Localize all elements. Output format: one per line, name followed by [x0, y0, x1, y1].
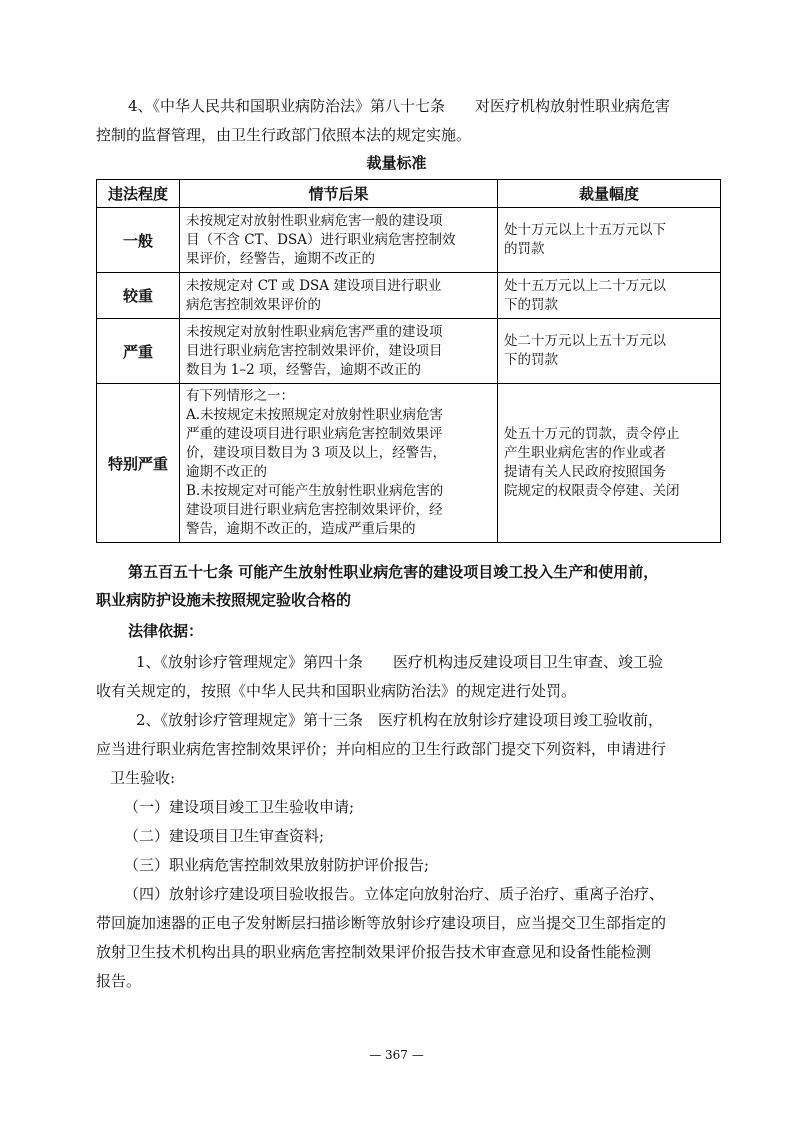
penalty-cell [498, 384, 721, 543]
penalty-cell [498, 208, 721, 273]
intro-line-1: 4、《中华人民共和国职业病防治法》第八十七条 对医疗机构放射性职业病危害 [128, 97, 671, 115]
list-item: （二）建设项目卫生审查资料; [124, 827, 325, 845]
cell-line: 逾期不改正的 [186, 464, 267, 480]
cell-line: 处五十万元的罚款，责令停止 [504, 426, 680, 442]
cell-line: 目进行职业病危害控制效果评价，建设项目 [186, 342, 443, 359]
penalty-cell [498, 319, 721, 384]
cell-line: 下的罚款 [504, 352, 558, 368]
cell-line: 处二十万元以上五十万元以 [504, 333, 666, 349]
consequence-cell [180, 384, 498, 543]
basis-1-line-2: 收有关规定的，按照《中华人民共和国职业病防治法》的规定进行处罚。 [96, 682, 577, 700]
level-cell: 一般 [97, 208, 180, 273]
list-item-continuation: 放射卫生技术机构出具的职业病危害控制效果评价报告技术审查意见和设备性能检测 [96, 943, 652, 961]
penalty-table [96, 179, 721, 543]
table-row [97, 319, 721, 384]
cell-line: 处十五万元以上二十万元以 [504, 277, 666, 294]
cell-line: 严重的建设项目进行职业病危害控制效果评 [186, 426, 443, 442]
cell-line: 产生职业病危害的作业或者 [504, 445, 666, 461]
basis-1-line-1: 1、《放射诊疗管理规定》第四十条 医疗机构违反建设项目卫生审查、竣工验 [136, 653, 664, 671]
cell-line: A.未按规定未按照规定对放射性职业病危害 [186, 407, 444, 423]
cell-line: 处十万元以上十五万元以下 [504, 222, 666, 238]
table-row [97, 384, 721, 543]
list-item: （一）建设项目竣工卫生验收申请; [124, 798, 355, 816]
cell-line: 未按规定对放射性职业病危害严重的建设项 [186, 323, 443, 340]
article-heading-line-1: 第五百五十七条 可能产生放射性职业病危害的建设项目竣工投入生产和使用前， [128, 563, 659, 581]
cell-line: 未按规定对 CT 或 DSA 建设项目进行职业 [186, 277, 442, 294]
penalty-cell [498, 273, 721, 319]
consequence-cell [180, 208, 498, 273]
cell-line: 提请有关人民政府按照国务 [504, 464, 666, 480]
basis-2-line-3: 卫生验收: [110, 769, 176, 787]
cell-line: 病危害控制效果评价的 [186, 296, 321, 313]
level-cell: 特别严重 [97, 384, 180, 543]
list-item: （四）放射诊疗建设项目验收报告。立体定向放射治疗、质子治疗、重离子治疗、 [124, 885, 665, 903]
table-title: 裁量标准 [366, 154, 427, 172]
consequence-cell [180, 319, 498, 384]
article-heading-line-2: 职业病防护设施未按照规定验收合格的 [96, 591, 352, 609]
cell-line: 有下列情形之一： [186, 388, 294, 404]
cell-line: 的罚款 [504, 241, 545, 257]
cell-line: B.未按规定对可能产生放射性职业病危害的 [186, 483, 444, 499]
cell-line: 目（不含 CT、DSA）进行职业病危害控制效 [186, 231, 456, 248]
intro-line-2: 控制的监督管理，由卫生行政部门依照本法的规定实施。 [96, 126, 472, 144]
cell-line: 数目为 1–2 项，经警告，逾期不改正的 [186, 361, 422, 378]
page-number: — 367 — [369, 1048, 424, 1062]
header-consequence: 情节后果 [180, 180, 498, 208]
cell-line: 价，建设项目数目为 3 项及以上，经警告， [186, 445, 447, 461]
cell-line: 建设项目进行职业病危害控制效果评价，经 [186, 502, 443, 518]
cell-line: 未按规定对放射性职业病危害一般的建设项 [186, 212, 443, 229]
level-cell: 严重 [97, 319, 180, 384]
table-row [97, 208, 721, 273]
header-severity: 违法程度 [97, 180, 180, 208]
basis-2-line-2: 应当进行职业病危害控制效果评价；并向相应的卫生行政部门提交下列资料，申请进行 [96, 740, 667, 758]
header-penalty: 裁量幅度 [498, 180, 721, 208]
cell-line: 果评价，经警告，逾期不改正的 [186, 250, 375, 267]
list-item: （三）职业病危害控制效果放射防护评价报告; [124, 856, 430, 874]
list-item-continuation: 报告。 [96, 972, 142, 990]
table-row [97, 273, 721, 319]
list-item-continuation: 带回旋加速器的正电子发射断层扫描诊断等放射诊疗建设项目，应当提交卫生部指定的 [96, 914, 667, 932]
legal-basis-label: 法律依据： [128, 622, 204, 640]
consequence-cell [180, 273, 498, 319]
level-cell: 较重 [97, 273, 180, 319]
cell-line: 院规定的权限责令停建、关闭 [504, 483, 680, 499]
basis-2-line-1: 2、《放射诊疗管理规定》第十三条 医疗机构在放射诊疗建设项目竣工验收前， [136, 711, 664, 729]
cell-line: 警告，逾期不改正的，造成严重后果的 [186, 521, 416, 537]
table-header-row [97, 180, 721, 208]
cell-line: 下的罚款 [504, 296, 558, 313]
